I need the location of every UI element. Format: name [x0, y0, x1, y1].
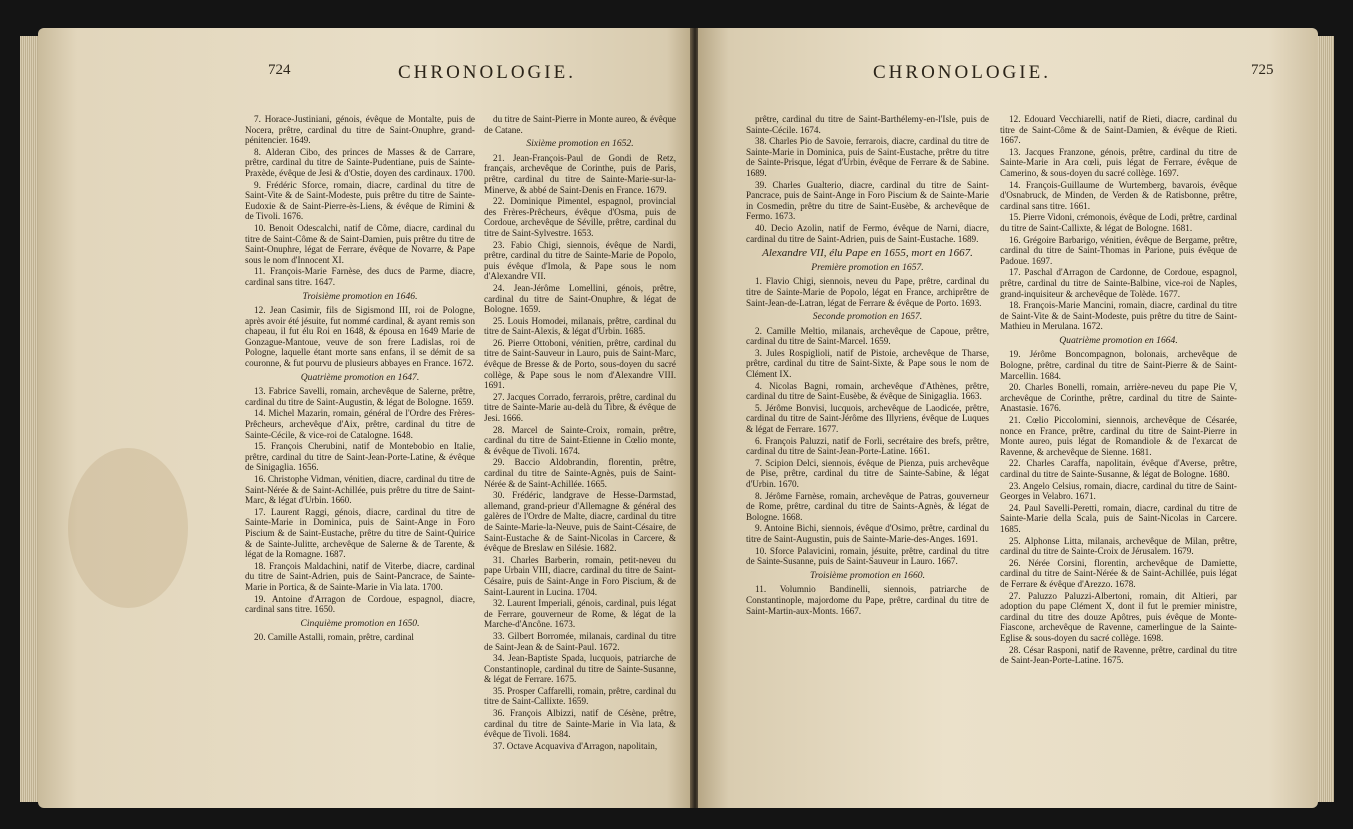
right-folio: 725: [1251, 62, 1274, 78]
cardinal-entry: 25. Louis Homodei, milanais, prêtre, cardinal du titre de Saint-Alexis, & légat d'Urbin. 1685.: [484, 315, 676, 337]
cardinal-entry: 6. François Paluzzi, natif de Forli, secrétaire des brefs, prêtre, cardinal du titre de Saint-Jean-Porte-Latine. 1661.: [746, 435, 989, 457]
cardinal-entry: 10. Benoit Odescalchi, natif de Côme, diacre, cardinal du titre de Saint-Côme & de Saint-Damien, puis prêtre du titre de Saint-Onuphre, légat de Ferrare, évêque de Novarre, & Pape sous le nom d'Innocent XI.: [245, 222, 475, 265]
cardinal-entry: 16. Christophe Vidman, vénitien, diacre, cardinal du titre de Saint-Nérée & de Saint-Achillée, puis prêtre du titre de Saint-Marc, & légat d'Urbin. 1660.: [245, 474, 475, 506]
cardinal-entry: 24. Paul Savelli-Peretti, romain, diacre, cardinal du titre de Sainte-Marie della Scala, puis de Saint-Nicolas in Carcere. 1685.: [1000, 502, 1237, 534]
cardinal-entry: 21. Cœlio Piccolomini, siennois, archevêque de Césarée, nonce en France, prêtre, cardinal du titre de Saint-Pierre in Monte aureo, puis légat de Romandiole & de l'exarcat de Ravenne, & archevêque de Sienne. 1681.: [1000, 415, 1237, 457]
left-column-2: [484, 114, 676, 752]
cardinal-entry: 9. Antoine Bichi, siennois, évêque d'Osimo, prêtre, cardinal du titre de Saint-Augustin, puis de Sainte-Marie-des-Anges. 1691.: [746, 523, 989, 544]
left-column-1: [245, 114, 475, 644]
cardinal-entry: 36. François Albizzi, natif de Césène, prêtre, cardinal du titre de Sainte-Marie in Via lata, & évêque de Tivoli. 1684.: [484, 708, 676, 740]
cardinal-entry: du titre de Saint-Pierre in Monte aureo, & évêque de Catane.: [484, 114, 676, 135]
cardinal-entry: 28. Marcel de Sainte-Croix, romain, prêtre, cardinal du titre de Saint-Etienne in Cœlio monte, & évêque de Tivoli. 1674.: [484, 424, 676, 456]
cardinal-entry: 13. Jacques Franzone, génois, prêtre, cardinal du titre de Sainte-Marie in Ara cœli, puis légat de Ferrare, évêque de Camerino, & sous-doyen du sacré collège. 1697.: [1000, 146, 1237, 178]
cardinal-entry: 38. Charles Pio de Savoie, ferrarois, diacre, cardinal du titre de Sainte-Marie in Dominica, puis de Saint-Eustache, prêtre du titre de Sainte-Prisque, légat d'Urbin, évêque de Ferrare & de Sabine. 1689.: [746, 136, 989, 178]
cardinal-entry: 18. François Maldachini, natif de Viterbe, diacre, cardinal du titre de Saint-Adrien, puis de Saint-Pancrace, de Sainte-Marie in Portica, & de Sainte-Marie in Via lata. 1700.: [245, 560, 475, 592]
cardinal-entry: 11. François-Marie Farnèse, des ducs de Parme, diacre, cardinal sans titre. 1647.: [245, 266, 475, 287]
cardinal-entry: 11. Volumnio Bandinelli, siennois, patriarche de Constantinople, majordome du Pape, prêtre, cardinal du titre de Saint-Martin-aux-Monts. 1667.: [746, 584, 989, 616]
cardinal-entry: 12. Jean Casimir, fils de Sigismond III, roi de Pologne, après avoir été jésuite, fut nommé cardinal, & ayant remis son chapeau, il fut élu Roi en 1648, & épousa en 1649 Marie de Gonzague-Mantoue, veuve de son frere Ladislas, roi de Pologne, laquelle étant morte sans enfans, il se démit de sa couronne, & fut pourvu de plusieurs abbayes en France. 1672.: [245, 305, 475, 369]
cardinal-entry: 26. Pierre Ottoboni, vénitien, prêtre, cardinal du titre de Saint-Sauveur in Lauro, puis de Saint-Marc, évêque de Bresse & de Porto, sous-doyen du sacré collège, & Pape sous le nom d'Alexandre VIII. 1691.: [484, 337, 676, 391]
cardinal-entry: 2. Camille Meltio, milanais, archevêque de Capoue, prêtre, cardinal du titre de Saint-Marcel. 1659.: [746, 325, 989, 347]
cardinal-entry: 23. Angelo Celsius, romain, diacre, cardinal du titre de Saint-Georges in Velabro. 1671.: [1000, 480, 1237, 502]
cardinal-entry: 23. Fabio Chigi, siennois, évêque de Nardi, prêtre, cardinal du titre de Sainte-Marie de Popolo, puis évêque d'Imola, & Pape sous le nom d'Alexandre VII.: [484, 239, 676, 282]
cardinal-entry: 14. Michel Mazarin, romain, général de l'Ordre des Frères-Prêcheurs, archevêque d'Aix, prêtre, cardinal du titre de Sainte-Cécile, & vice-roi de Catalogne. 1648.: [245, 408, 475, 440]
cardinal-entry: 29. Baccio Aldobrandin, florentin, prêtre, cardinal du titre de Sainte-Agnès, puis de Saint-Nérée & de Saint-Achillée. 1665.: [484, 457, 676, 489]
left-page: [38, 28, 693, 808]
cardinal-entry: 15. François Cherubini, natif de Montebobio en Italie, prêtre, cardinal du titre de Saint-Jean-Porte-Latine, & évêque de Sinigaglia. 1656.: [245, 441, 475, 473]
cardinal-entry: 5. Jérôme Bonvisi, lucquois, archevêque de Laodicée, prêtre, cardinal du titre de Saint-Jérôme des Illyriens, évêque de Luques & légat de Ferrare. 1677.: [746, 402, 989, 435]
left-folio: 724: [268, 62, 291, 78]
page-edges-right: [1316, 36, 1334, 802]
cardinal-entry: 22. Dominique Pimentel, espagnol, provincial des Frères-Prêcheurs, évêque d'Osma, puis de Cordoue, archevêque de Séville, prêtre, cardinal du titre de Saint-Sylvestre. 1653.: [484, 196, 676, 238]
cardinal-entry: 4. Nicolas Bagni, romain, archevêque d'Athènes, prêtre, cardinal du titre de Saint-Eusèbe, & évêque de Sinigaglia. 1663.: [746, 380, 989, 402]
cardinal-entry: 18. François-Marie Mancini, romain, diacre, cardinal du titre de Saint-Vite & de Saint-Modeste, puis prêtre du titre de Saint-Mathieu in Merulana. 1672.: [1000, 300, 1237, 332]
right-running-head: CHRONOLOGIE.: [873, 62, 1051, 83]
cardinal-entry: 19. Antoine d'Arragon de Cordoue, espagnol, diacre, cardinal sans titre. 1650.: [245, 593, 475, 615]
left-running-head: CHRONOLOGIE.: [398, 62, 576, 83]
right-page: [698, 28, 1318, 808]
cardinal-entry: prêtre, cardinal du titre de Saint-Barthélemy-en-l'Isle, puis de Sainte-Cécile. 1674.: [746, 114, 989, 135]
cardinal-entry: 8. Alderan Cibo, des princes de Masses & de Carrare, prêtre, cardinal du titre de Sainte-Pudentiane, puis de Sainte-Praxède, évêque de Jesi & d'Ostie, doyen des cardinaux. 1700.: [245, 146, 476, 178]
promotion-heading: Seconde promotion en 1657.: [812, 311, 923, 323]
cardinal-entry: 27. Jacques Corrado, ferrarois, prêtre, cardinal du titre de Sainte-Marie au-delà du Tibre, & évêque de Jesi. 1666.: [484, 391, 676, 424]
right-column-1: [746, 114, 989, 617]
cardinal-entry: 28. César Rasponi, natif de Ravenne, prêtre, cardinal du titre de Saint-Jean-Porte-Latine. 1675.: [1000, 644, 1237, 666]
right-column-2: [1000, 114, 1237, 667]
cardinal-entry: 35. Prosper Caffarelli, romain, prêtre, cardinal du titre de Saint-Callixte. 1659.: [484, 685, 676, 707]
cardinal-entry: 27. Paluzzo Paluzzi-Albertoni, romain, dit Altieri, par adoption du pape Clément X, dont il fut le premier ministre, cardinal du titre des douze Apôtres, puis évêque de Monte-Fiascone, archevêque de Ravenne, camerlingue de la Sainte-Eglise & sous-doyen du sacré collège. 1698.: [1000, 590, 1237, 643]
cardinal-entry: 34. Jean-Baptiste Spada, lucquois, patriarche de Constantinople, cardinal du titre de Sainte-Susanne, & légat de Ferrare. 1675.: [484, 653, 676, 685]
cardinal-entry: 10. Sforce Palavicini, romain, jésuite, prêtre, cardinal du titre de Sainte-Susanne, puis de Saint-Sauveur in Lauro. 1667.: [746, 545, 989, 567]
cardinal-entry: 16. Grégoire Barbarigo, vénitien, évêque de Bergame, prêtre, cardinal du titre de Saint-Thomas in Parione, puis évêque de Padoue. 1697.: [1000, 234, 1237, 266]
cardinal-entry: 9. Frédéric Sforce, romain, diacre, cardinal du titre de Saint-Vite & de Saint-Modeste, puis prêtre du titre de Sainte-Eudoxie & de Saint-Pierre-ès-Liens, & évêque de Rimini & de Tivoli. 1676.: [245, 179, 475, 222]
promotion-heading: Sixième promotion en 1652.: [526, 138, 634, 150]
page-edges-left: [20, 36, 40, 802]
cardinal-entry: 12. Edouard Vecchiarelli, natif de Rieti, diacre, cardinal du titre de Saint-Côme & de Saint-Damien, & évêque de Rieti. 1667.: [1000, 114, 1237, 146]
cardinal-entry: 8. Jérôme Farnèse, romain, archevêque de Patras, gouverneur de Rome, prêtre, cardinal du titre de Saints-Agnès, & légat de Bologne. 1668.: [746, 490, 989, 522]
cardinal-entry: 22. Charles Caraffa, napolitain, évêque d'Averse, prêtre, cardinal du titre de Sainte-Susanne, & légat de Bologne. 1680.: [1000, 458, 1237, 479]
cardinal-entry: 13. Fabrice Savelli, romain, archevêque de Salerne, prêtre, cardinal du titre de Saint-Augustin, & légat de Bologne. 1659.: [245, 386, 475, 407]
cardinal-entry: 40. Decio Azolin, natif de Fermo, évêque de Narni, diacre, cardinal du titre de Saint-Adrien, puis de Saint-Eustache. 1689.: [746, 222, 989, 244]
cardinal-entry: 1. Flavio Chigi, siennois, neveu du Pape, prêtre, cardinal du titre de Sainte-Marie de Popolo, légat en France, archiprêtre de Saint-Jean-de-Latran, légat de Ferrare & évêque de Porto. 1693.: [746, 276, 989, 308]
promotion-heading: Quatrième promotion en 1647.: [300, 371, 420, 383]
cardinal-entry: 30. Frédéric, landgrave de Hesse-Darmstad, allemand, grand-prieur d'Allemagne & général des galères de l'Ordre de Malte, diacre, cardinal du titre de Sainte-Marie-la-Neuve, puis de Saint-Césaire, de Saint-Eustache & de Saint-Nicolas in Carcere, & évêque de Breslaw en Silésie. 1682.: [484, 490, 676, 554]
cardinal-entry: 37. Octave Acquaviva d'Arragon, napolitain,: [493, 740, 658, 751]
promotion-heading: Première promotion en 1657.: [811, 261, 924, 273]
pope-heading: Alexandre VII, élu Pape en 1655, mort en 1667.: [762, 247, 973, 260]
cardinal-entry: 15. Pierre Vidoni, crémonois, évêque de Lodi, prêtre, cardinal du titre de Saint-Callixte, & légat de Bologne. 1681.: [1000, 212, 1237, 233]
cardinal-entry: 20. Camille Astalli, romain, prêtre, cardinal: [254, 632, 414, 643]
cardinal-entry: 21. Jean-François-Paul de Gondi de Retz, français, archevêque de Corinthe, puis de Paris, prêtre, cardinal du titre de Sainte-Marie-sur-la-Minerve, & abbé de Saint-Denis en France. 1679.: [484, 152, 676, 195]
cardinal-entry: 39. Charles Gualterio, diacre, cardinal du titre de Saint-Pancrace, puis de Saint-Ange in Foro Piscium & de Sainte-Marie in Cosmedin, prêtre du titre de Saint-Eusèbe, & archevêque de Fermo. 1673.: [746, 179, 989, 222]
cardinal-entry: 31. Charles Barberin, romain, petit-neveu du pape Urbain VIII, diacre, cardinal du titre de Saint-Césaire, puis de Saint-Ange in Foro Piscium, & de Saint-Laurent in Lucina. 1704.: [484, 554, 676, 597]
cardinal-entry: 7. Scipion Delci, siennois, évêque de Pienza, puis archevêque de Pise, prêtre, cardinal du titre de Sainte-Sabine, & légat d'Urbin. 1670.: [746, 457, 989, 489]
cardinal-entry: 20. Charles Bonelli, romain, arrière-neveu du pape Pie V, archevêque de Corinthe, prêtre, cardinal du titre de Sainte-Anastasie. 1676.: [1000, 382, 1237, 414]
cardinal-entry: 26. Nérée Corsini, florentin, archevêque de Damiette, cardinal du titre de Saint-Nérée & de Saint-Achillée, puis légat de Ferrare & évêque d'Arezzo. 1678.: [1000, 557, 1237, 589]
cardinal-entry: 24. Jean-Jérôme Lomellini, génois, prêtre, cardinal du titre de Saint-Onuphre, & légat de Bologne. 1659.: [484, 282, 676, 315]
promotion-heading: Troisième promotion en 1660.: [810, 569, 925, 581]
promotion-heading: Cinquième promotion en 1650.: [300, 617, 420, 629]
cardinal-entry: 14. François-Guillaume de Wurtemberg, bavarois, évêque d'Osnabruck, de Minden, de Verden & de Ratisbonne, prêtre, cardinal sans titre. 1661.: [1000, 179, 1237, 211]
cardinal-entry: 17. Paschal d'Arragon de Cardonne, de Cordoue, espagnol, prêtre, cardinal du titre de Sainte-Balbine, vice-roi de Naples, grand-inquisiteur & archevêque de Tolède. 1677.: [1000, 267, 1237, 299]
page-stain: [68, 448, 188, 608]
cardinal-entry: 17. Laurent Raggi, génois, diacre, cardinal du titre de Sainte-Marie in Dominica, puis de Saint-Ange in Foro Piscium & de Saint-Eustache, prêtre du titre de Saint-Quirice & de Sainte-Julitte, archevêque de Salerne & de Tarente, & légat de la Romagne. 1687.: [245, 506, 475, 560]
cardinal-entry: 32. Laurent Imperiali, génois, cardinal, puis légat de Ferrare, gouverneur de Rome, & légat de la Marche-d'Ancône. 1673.: [484, 598, 676, 630]
cardinal-entry: 25. Alphonse Litta, milanais, archevêque de Milan, prêtre, cardinal du titre de Sainte-Croix de Jérusalem. 1679.: [1000, 535, 1237, 557]
cardinal-entry: 7. Horace-Justiniani, génois, évêque de Montalte, puis de Nocera, prêtre, cardinal du titre de Saint-Onuphre, grand-pénitencier. 1649.: [245, 114, 475, 146]
promotion-heading: Quatrième promotion en 1664.: [1059, 334, 1178, 346]
promotion-heading: Troisième promotion en 1646.: [302, 290, 418, 302]
cardinal-entry: 33. Gilbert Borromée, milanais, cardinal du titre de Saint-Jean & de Saint-Paul. 1672.: [484, 630, 676, 652]
cardinal-entry: 3. Jules Rospiglioli, natif de Pistoie, archevêque de Tharse, prêtre, cardinal du titre de Saint-Sixte, & Pape sous le nom de Clément IX.: [746, 347, 989, 380]
cardinal-entry: 19. Jérôme Boncompagnon, bolonais, archevêque de Bologne, prêtre, cardinal du titre de Saint-Pierre & de Saint-Marcellin. 1684.: [1000, 349, 1237, 381]
